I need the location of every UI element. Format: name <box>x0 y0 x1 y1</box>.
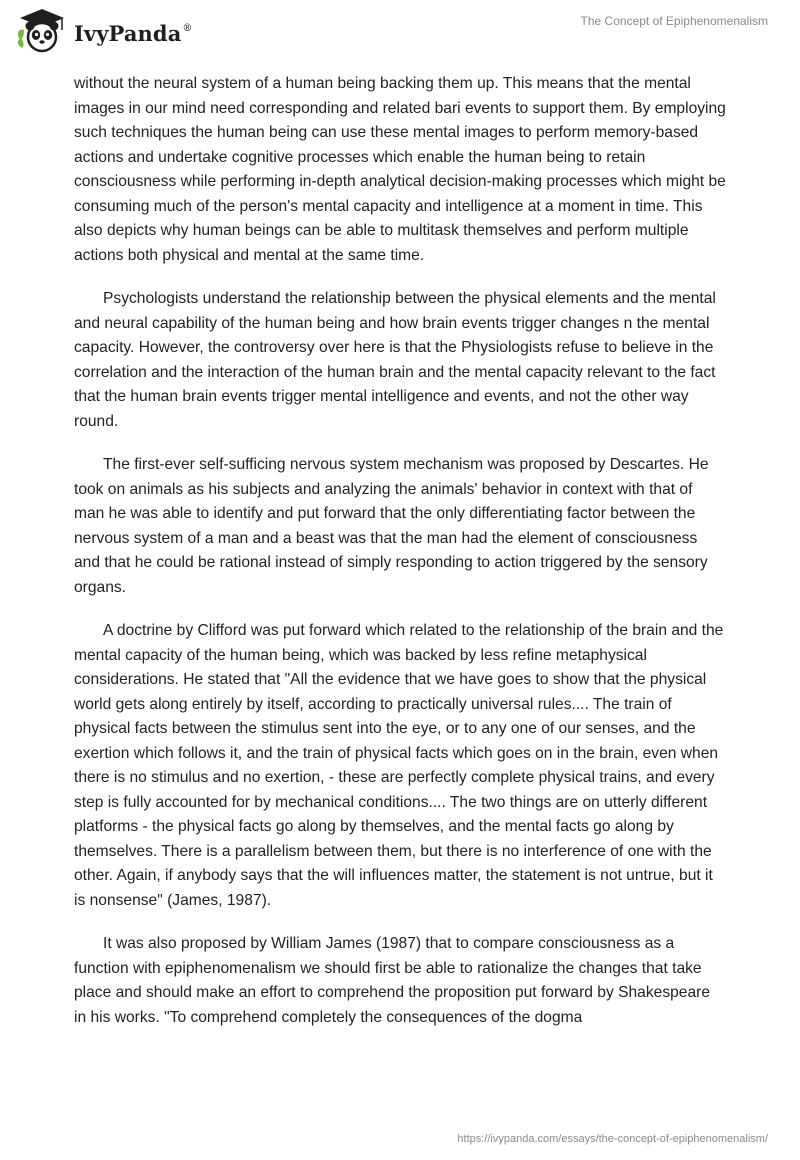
registered-mark: ® <box>182 22 193 34</box>
paragraph-continued: without the neural system of a human being backing them up. This means that the mental images in our mind need corresponding and related bari events to support them. By employing such techniques the human being can use these mental images to perform memory-based actions and undertake cognitive processes which enable the human being to retain consciousness while performing in-depth analytical decision-making processes which might be consuming much of the person's mental capacity and intelligence at a moment in time. This also depicts why human beings can be able to multitask themselves and perform multiple actions both physical and mental at the same time. <box>74 75 726 264</box>
source-url[interactable]: https://ivypanda.com/essays/the-concept-of-epiphenomenalism/ <box>457 1133 768 1145</box>
paragraph: It was also proposed by William James (1987) that to compare consciousness as a function with epiphenomenalism we should first be able to rationalize the changes that take place and should make an effort to comprehend the proposition put forward by Shakespeare in his works. "To comprehend completely the consequences of the dogma <box>74 935 710 1026</box>
paragraph: Psychologists understand the relationship between the physical elements and the mental and neural capability of the human being and how brain events trigger changes n the mental capacity. However, the controversy over here is that the Physiologists refuse to believe in the correlation and the interaction of the human brain and the mental capacity relevant to the fact that the human brain events trigger mental intelligence and events, and not the other way round. <box>74 290 716 430</box>
essay-body <box>74 72 726 1049</box>
page-header <box>0 0 800 60</box>
panda-logo-icon <box>14 8 70 54</box>
brand-name: IvyPanda® <box>74 20 193 46</box>
paragraph: A doctrine by Clifford was put forward which related to the relationship of the brain and the mental capacity of the human being, which was backed by less refine metaphysical considerations. He stated that "All the evidence that we have goes to show that the physical world gets along entirely by itself, according to practically universal rules.... The train of physical facts between the stimulus sent into the eye, or to any one of our senses, and the exertion which follows it, and the train of physical facts which goes on in the brain, even when there is no stimulus and no exertion, - these are perfectly complete physical trains, and every step is fully accounted for by mechanical conditions.... The two things are on utterly different platforms - the physical facts go along by themselves, and the mental facts go along by themselves. There is a parallelism between them, but there is no interference of one with the other. Again, if anybody says that the will influences matter, the statement is not untrue, but it is nonsense" (James, 1987). <box>74 622 724 909</box>
brand-logo[interactable] <box>14 8 193 54</box>
paragraph: The first-ever self-sufficing nervous system mechanism was proposed by Descartes. He took on animals as his subjects and analyzing the animals' behavior in context with that of man he was able to identify and put forward that the only differentiating factor between the nervous system of a man and a beast was that the man had the element of consciousness and that he could be rational instead of simply responding to action triggered by the sensory organs. <box>74 456 709 596</box>
document-title: The Concept of Epiphenomenalism <box>580 14 768 28</box>
